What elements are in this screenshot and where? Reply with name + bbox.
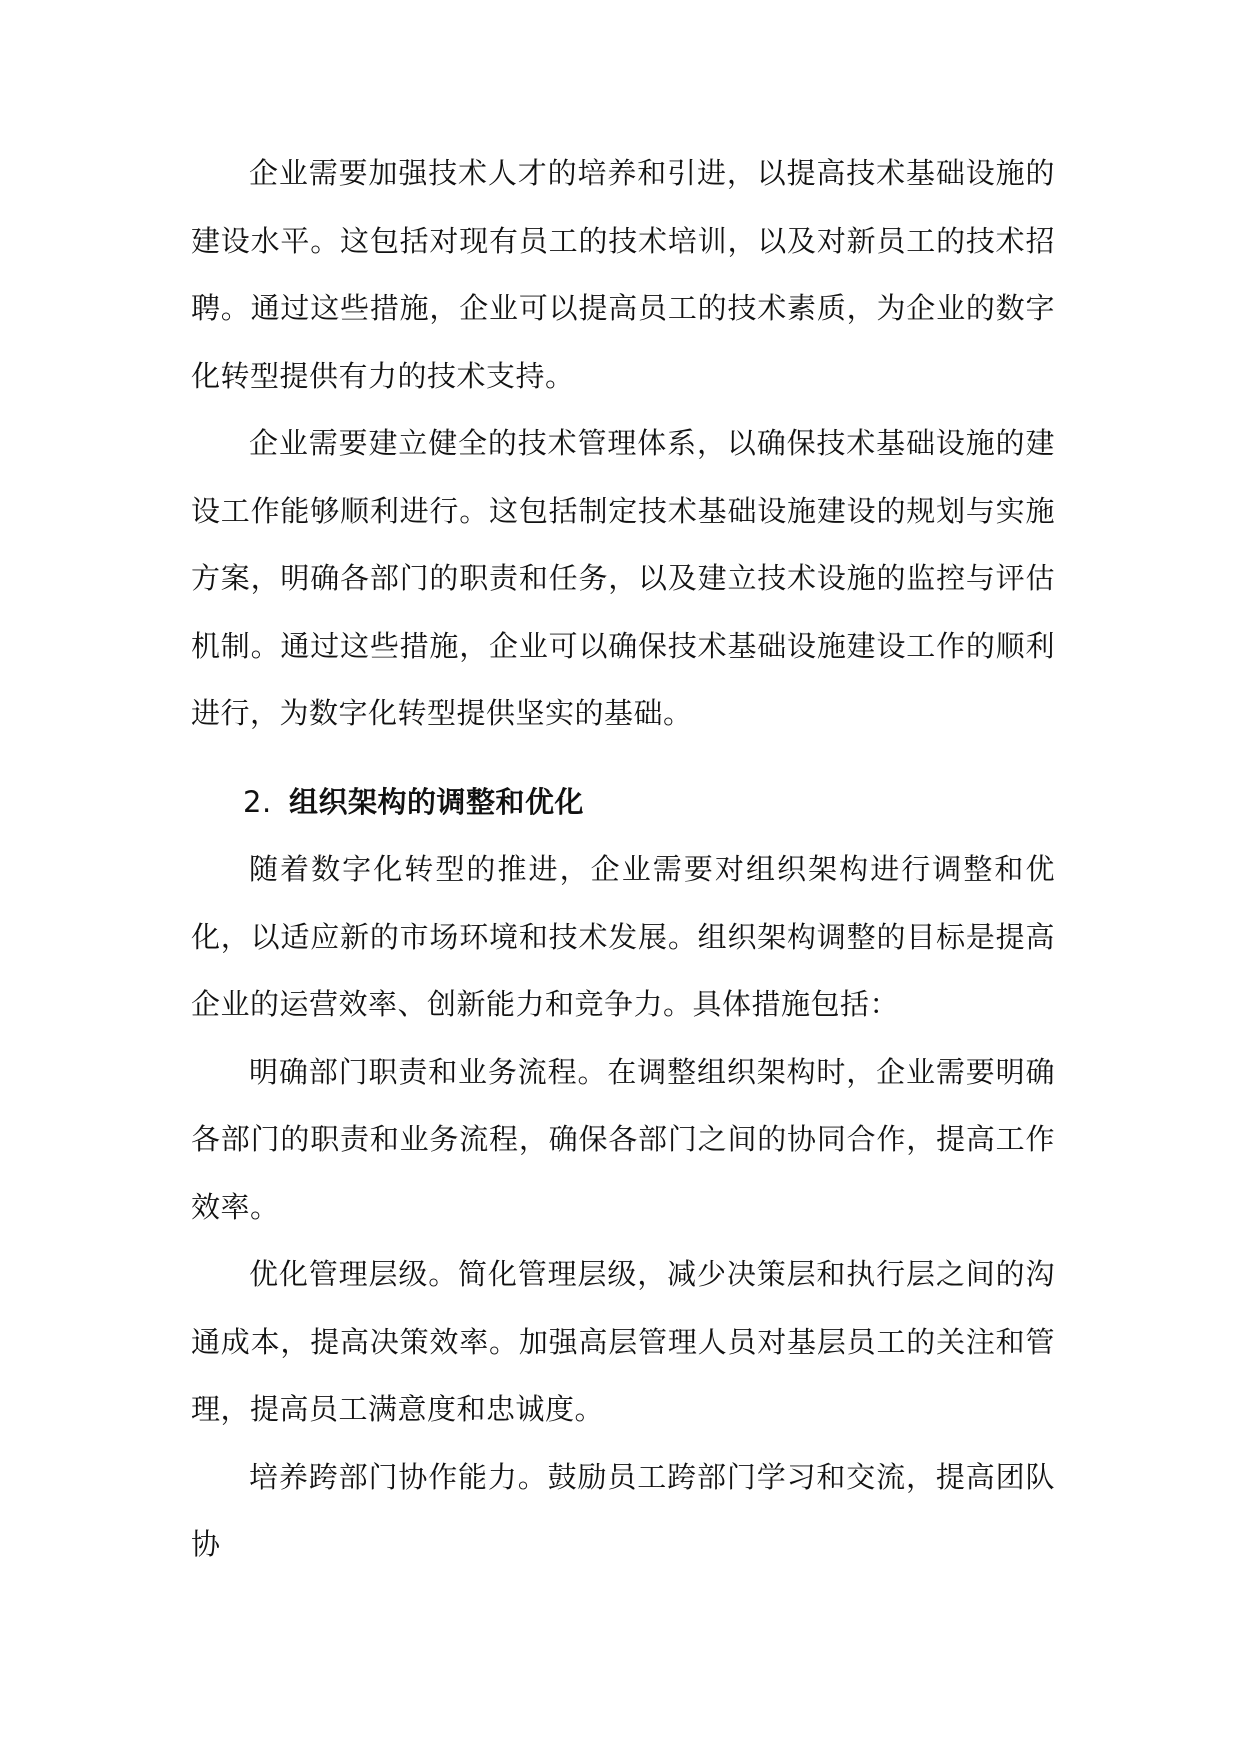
- paragraph-department-duties: 明确部门职责和业务流程。在调整组织架构时，企业需要明确各部门的职责和业务流程，确保各部门之间的协同合作，提高工作效率。: [191, 1054, 1055, 1224]
- section-title: 组织架构的调整和优化: [289, 784, 585, 819]
- section-number: 2.: [243, 784, 272, 819]
- paragraph-talent-training: 企业需要加强技术人才的培养和引进，以提高技术基础设施的建设水平。这包括对现有员工的技术培训，以及对新员工的技术招聘。通过这些措施，企业可以提高员工的技术素质，为企业的数字化转型提供有力的技术支持。: [191, 156, 1055, 393]
- document-body: [191, 140, 1055, 1579]
- paragraph-tech-management-system: 企业需要建立健全的技术管理体系，以确保技术基础设施的建设工作能够顺利进行。这包括制定技术基础设施建设的规划与实施方案，明确各部门的职责和任务，以及建立技术设施的监控与评估机制。通过这些措施，企业可以确保技术基础设施建设工作的顺利进行，为数字化转型提供坚实的基础。: [191, 426, 1055, 730]
- paragraph-management-levels: 优化管理层级。简化管理层级，减少决策层和执行层之间的沟通成本，提高决策效率。加强高层管理人员对基层员工的关注和管理，提高员工满意度和忠诚度。: [191, 1257, 1055, 1426]
- section-heading: [191, 769, 1055, 837]
- paragraph-org-adjustment-intro: 随着数字化转型的推进，企业需要对组织架构进行调整和优化，以适应新的市场环境和技术发展。组织架构调整的目标是提高企业的运营效率、创新能力和竞争力。具体措施包括：: [191, 852, 1055, 1021]
- paragraph-cross-department: 培养跨部门协作能力。鼓励员工跨部门学习和交流，提高团队协: [191, 1459, 1055, 1561]
